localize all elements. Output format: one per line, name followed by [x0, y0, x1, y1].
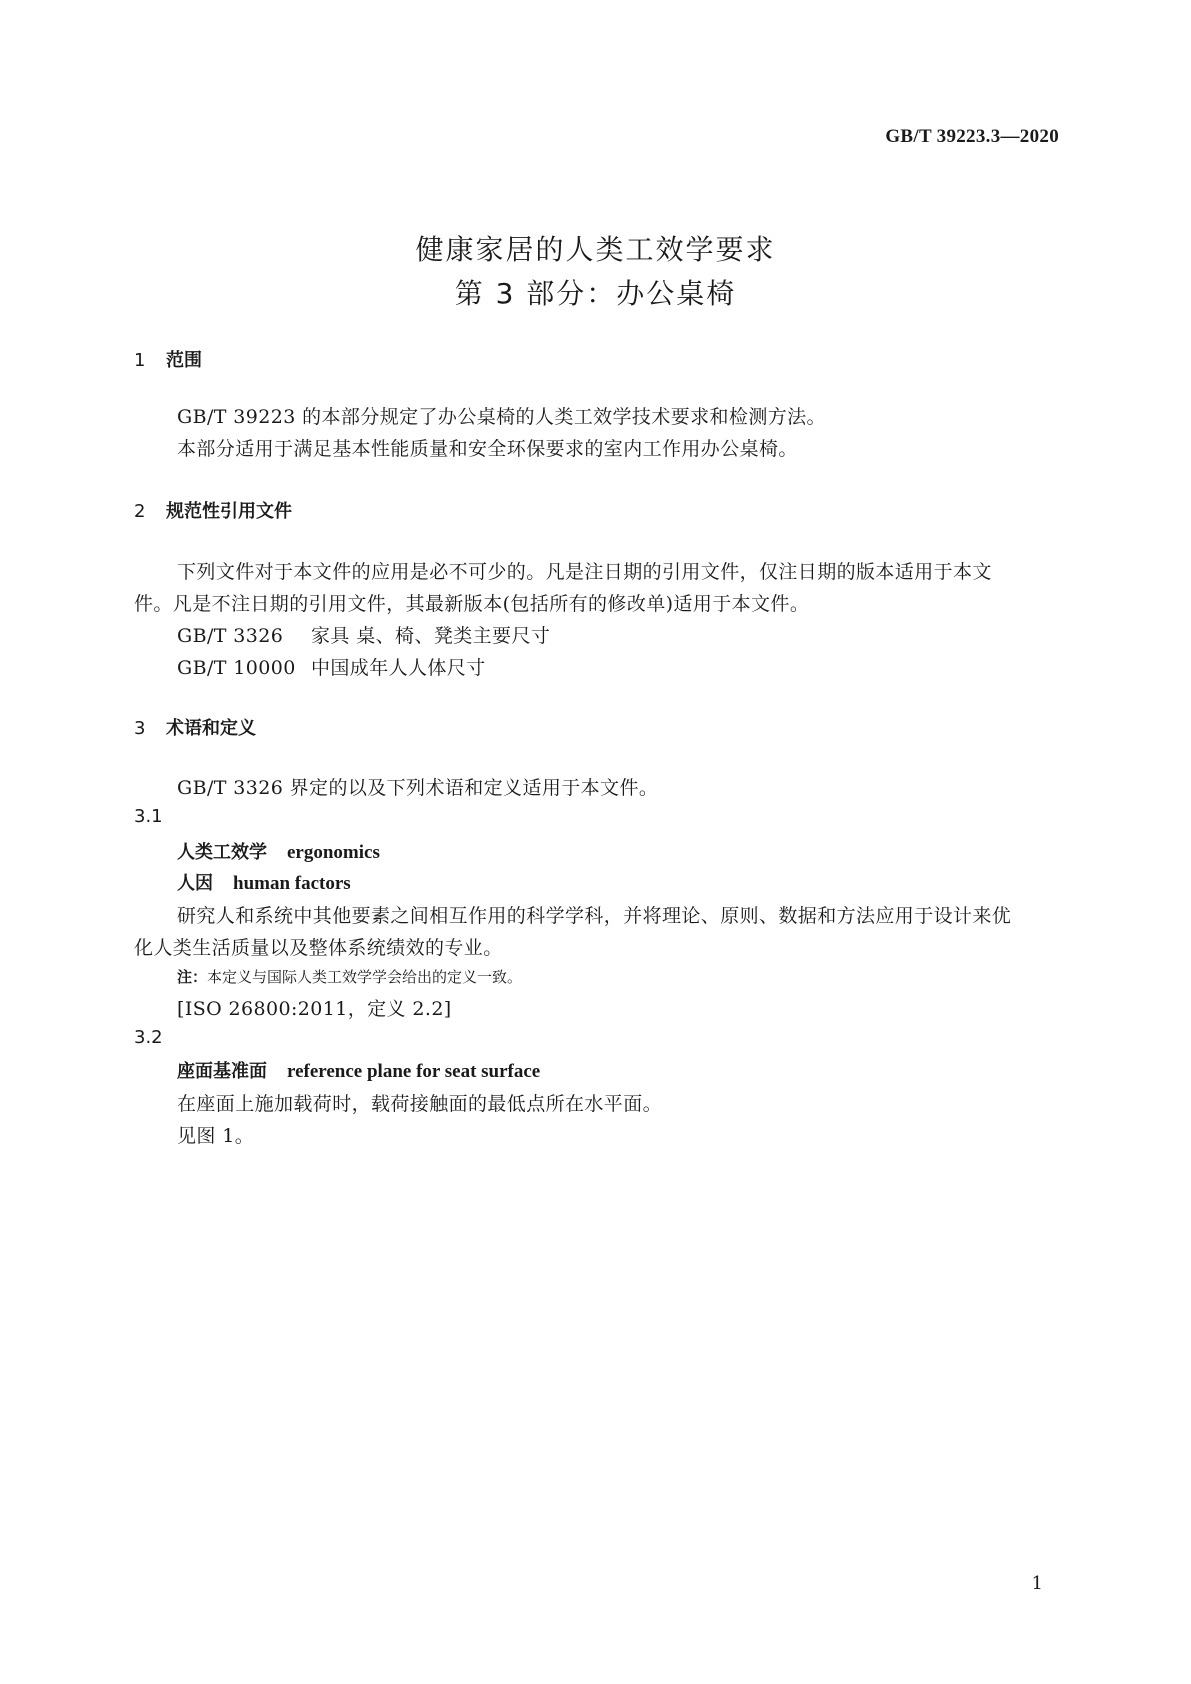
section-number: 1 — [134, 350, 146, 371]
note-label: 注： — [177, 968, 208, 986]
terms-intro: GB/T 3326 界定的以及下列术语和定义适用于本文件。 — [177, 777, 659, 799]
section-number: 3 — [134, 718, 146, 739]
scope-paragraph-1: GB/T 39223 的本部分规定了办公桌椅的人类工效学技术要求和检测方法。 — [177, 406, 826, 428]
note-text: 本定义与国际人类工效学学会给出的定义一致。 — [207, 968, 523, 986]
section-1-heading — [134, 346, 202, 372]
definition-line-2: 化人类生活质量以及整体系统绩效的专业。 — [134, 937, 503, 959]
document-subtitle: 第 3 部分：办公桌椅 — [454, 277, 737, 310]
term-entry — [177, 1057, 540, 1083]
figure-reference: 见图 1。 — [177, 1125, 255, 1147]
document-title: 健康家居的人类工效学要求 — [415, 233, 776, 266]
reference-code: GB/T 10000 — [177, 657, 296, 679]
section-3-heading — [134, 714, 256, 740]
page-number: 1 — [1031, 1573, 1043, 1594]
reference-title: 中国成年人人体尺寸 — [311, 657, 486, 679]
clause-number: 3.1 — [134, 806, 163, 827]
reference-item — [177, 653, 486, 680]
reference-title: 家具 桌、椅、凳类主要尺寸 — [311, 625, 551, 647]
definition-text: 在座面上施加载荷时，载荷接触面的最低点所在水平面。 — [177, 1093, 663, 1115]
normative-paragraph-line-2: 件。凡是不注日期的引用文件，其最新版本(包括所有的修改单)适用于本文件。 — [134, 593, 810, 615]
normative-paragraph-line-1: 下列文件对于本文件的应用是必不可少的。凡是注日期的引用文件，仅注日期的版本适用于本文 — [177, 561, 992, 583]
term-chinese: 座面基准面 — [177, 1061, 267, 1082]
term-english: reference plane for seat surface — [287, 1061, 541, 1082]
term-english: ergonomics — [287, 842, 380, 863]
source-reference: [ISO 26800:2011，定义 2.2] — [177, 998, 452, 1020]
clause-number: 3.2 — [134, 1027, 163, 1048]
definition-line-1: 研究人和系统中其他要素之间相互作用的科学学科，并将理论、原则、数据和方法应用于设计来优 — [177, 905, 1012, 927]
section-2-heading — [134, 497, 292, 523]
term-chinese: 人因 — [177, 873, 213, 894]
section-title: 范围 — [166, 350, 202, 371]
reference-item — [177, 621, 550, 648]
section-number: 2 — [134, 501, 146, 522]
term-entry — [177, 838, 380, 864]
scope-paragraph-2: 本部分适用于满足基本性能质量和安全环保要求的室内工作用办公桌椅。 — [177, 438, 798, 460]
section-title: 术语和定义 — [166, 718, 256, 739]
note — [177, 966, 522, 987]
section-title: 规范性引用文件 — [166, 501, 292, 522]
admitted-term-entry — [177, 869, 351, 895]
term-english: human factors — [233, 873, 351, 894]
term-chinese: 人类工效学 — [177, 842, 267, 863]
standard-number: GB/T 39223.3—2020 — [885, 126, 1059, 147]
reference-code: GB/T 3326 — [177, 625, 284, 647]
